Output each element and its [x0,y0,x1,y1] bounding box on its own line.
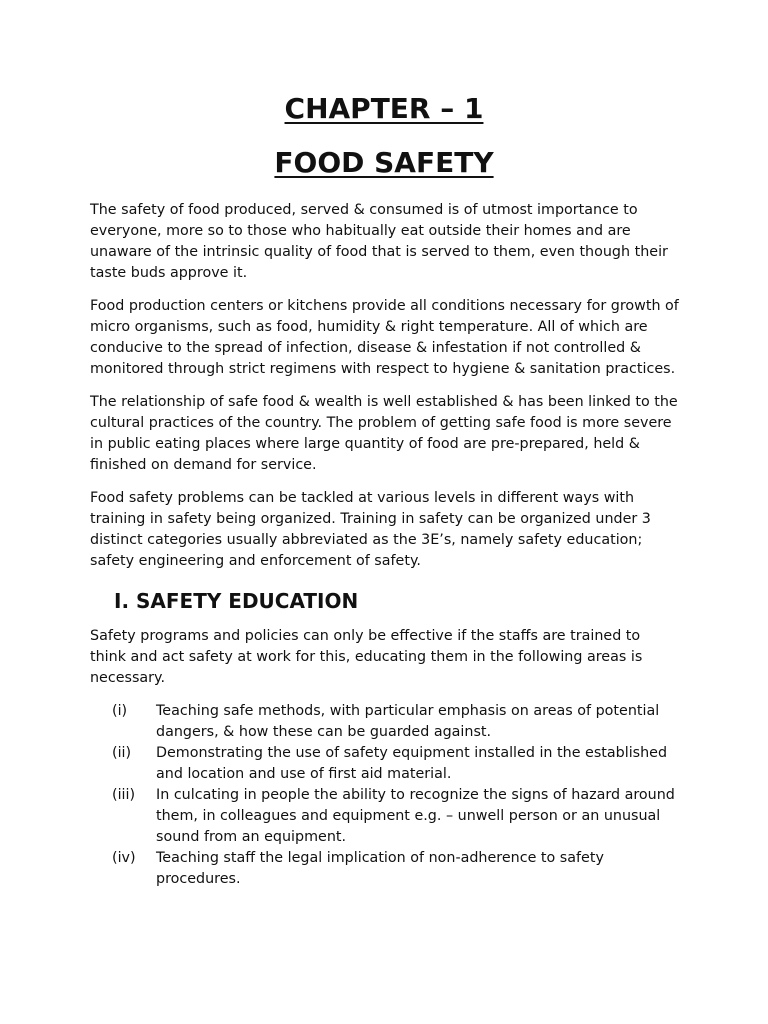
section-intro: Safety programs and policies can only be effective if the staffs are trained to think and act safety at work for this, educating them in the following areas is necessary. [90,628,643,686]
list-item-number: (iii) [112,787,136,803]
list-item-number: (ii) [112,745,132,761]
document-body [90,200,680,890]
list-item [90,848,680,890]
list-item [90,743,680,785]
list-item-text: In culcating in people the ability to recognize the signs of hazard around them, in colleagues and equipment e.g. – unwell person or an unusual sound from an equipment. [156,787,675,845]
paragraph: The relationship of safe food & wealth is well established & has been linked to the cultural practices of the country. The problem of getting safe food is more severe in public eating places where large quantity of food are pre-prepared, held & finished on demand for service. [90,394,678,473]
page-title: FOOD SAFETY [274,146,494,179]
list-item-text: Teaching safe methods, with particular emphasis on areas of potential dangers, & how these can be guarded against. [156,703,660,740]
list-item-number: (i) [112,703,128,719]
chapter-label: CHAPTER – 1 [284,92,484,125]
list-item [90,785,680,848]
list-item [90,701,680,743]
list-item-text: Demonstrating the use of safety equipment installed in the established and location and use of first aid material. [156,745,668,782]
paragraph: Food safety problems can be tackled at various levels in different ways with training in safety being organized. Training in safety can be organized under 3 distinct categories usually abbreviated as the 3E’s, namely safety education; safety engineering and enforcement of safety. [90,490,651,569]
section-heading: I. SAFETY EDUCATION [114,589,359,613]
paragraph: Food production centers or kitchens provide all conditions necessary for growth of micro organisms, such as food, humidity & right temperature. All of which are conducive to the spread of infection, disease & infestation if not controlled & monitored through strict regimens with respect to hygiene & sanitation practices. [90,298,679,377]
list-item-text: Teaching staff the legal implication of non-adherence to safety procedures. [156,850,604,887]
list-item-number: (iv) [112,850,136,866]
paragraph: The safety of food produced, served & consumed is of utmost importance to everyone, more so to those who habitually eat outside their homes and are unaware of the intrinsic quality of food that is served to them, even though their taste buds approve it. [90,202,668,281]
numbered-list [90,701,680,890]
